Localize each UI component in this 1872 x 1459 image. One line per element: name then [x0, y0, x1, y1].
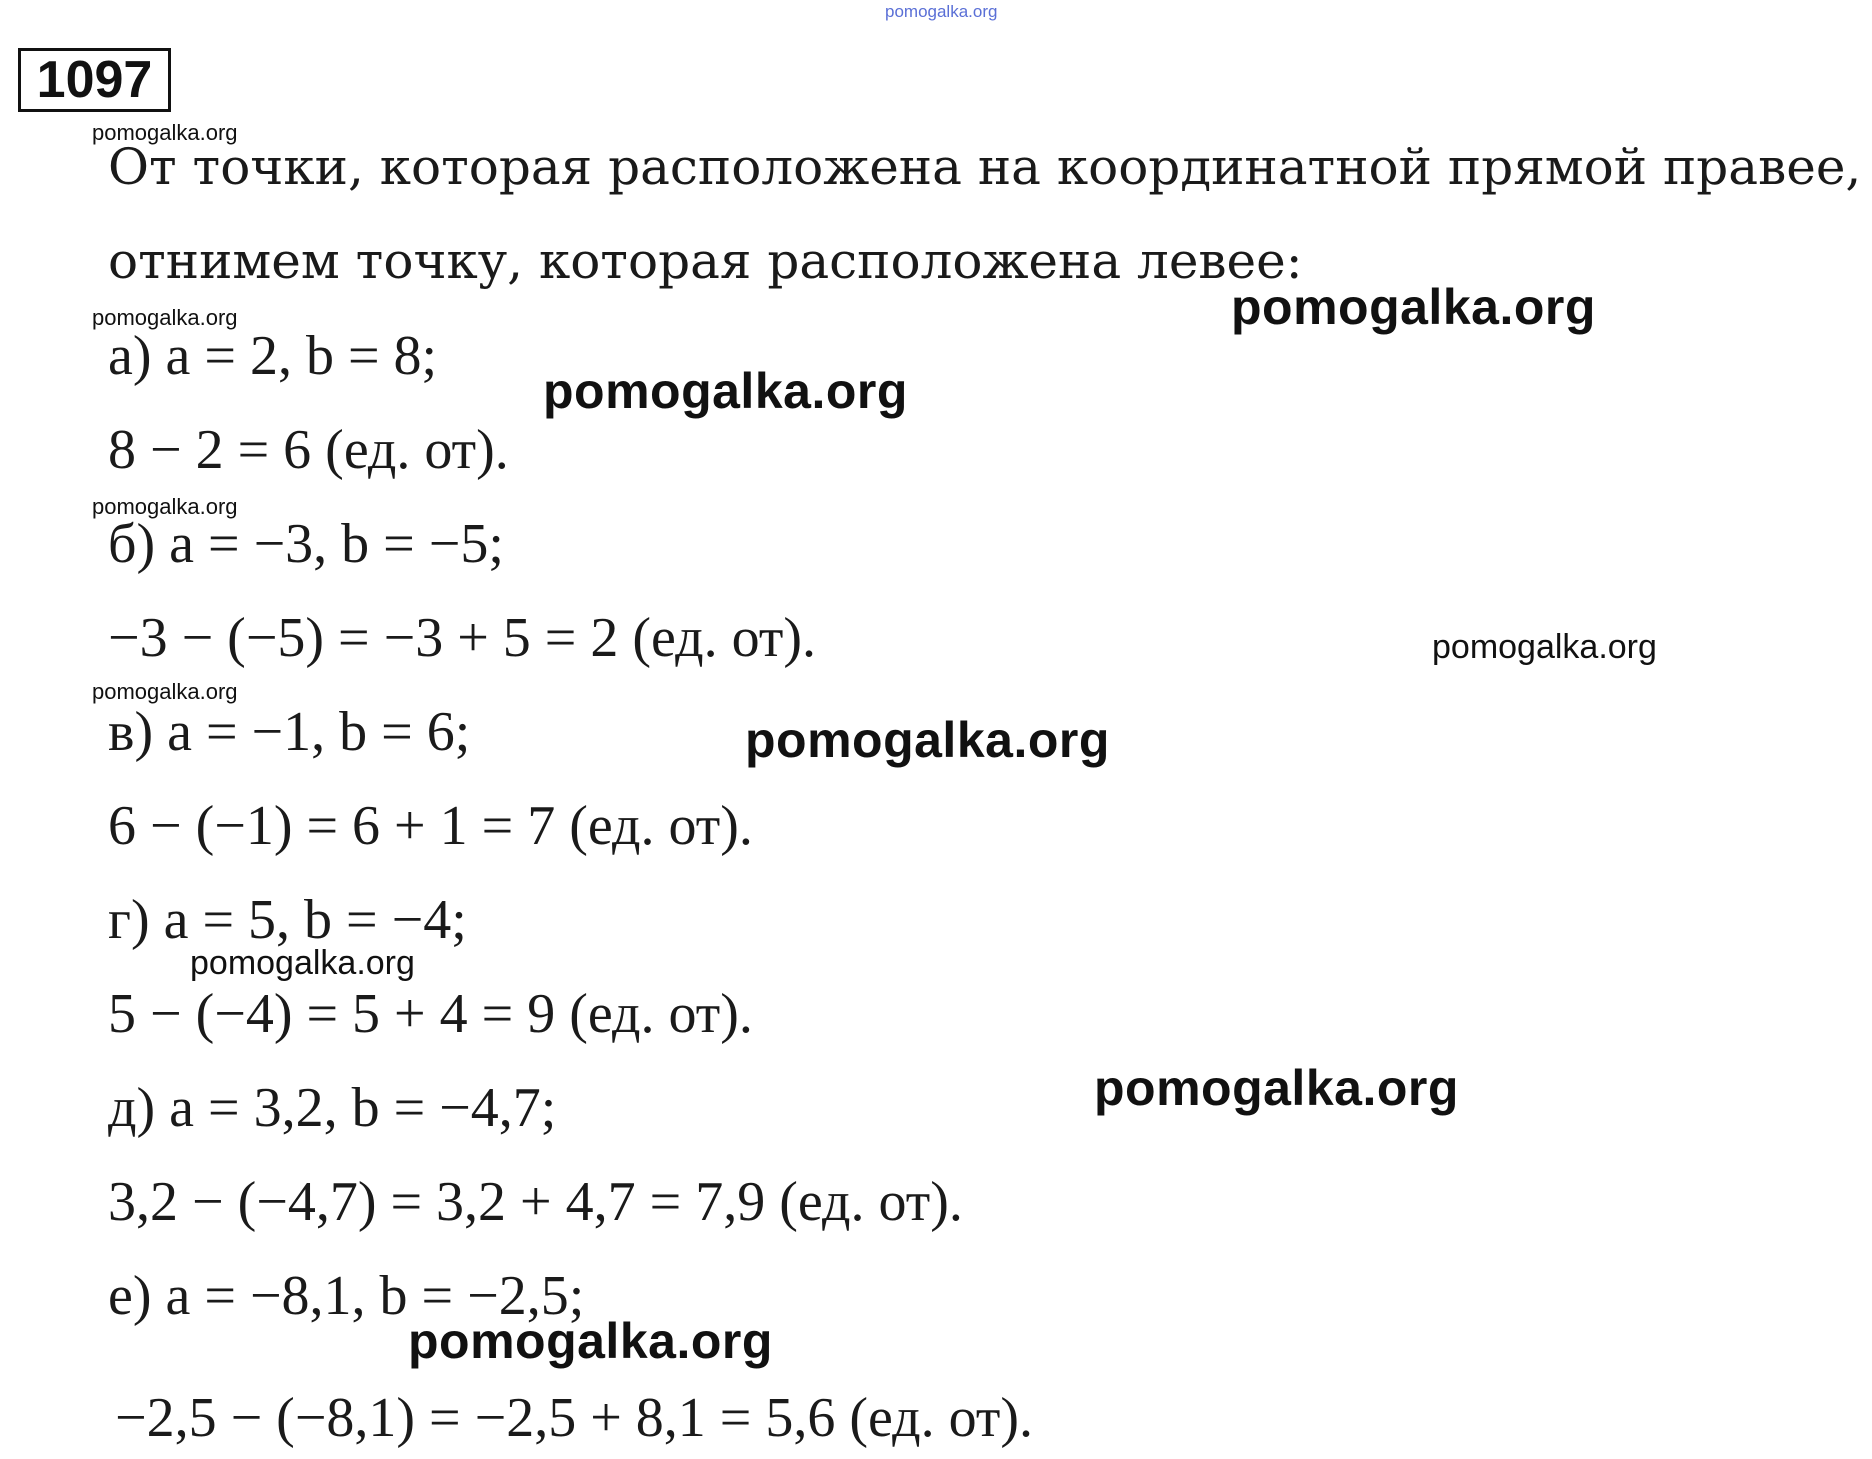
- watermark: pomogalka.org: [543, 363, 908, 419]
- watermark: pomogalka.org: [92, 305, 238, 330]
- solution-v: 6 − (−1) = 6 + 1 = 7 (ед. от).: [108, 795, 753, 857]
- solution-a: 8 − 2 = 6 (ед. от).: [108, 419, 509, 481]
- condition-a: а) a = 2, b = 8;: [108, 325, 438, 387]
- watermark: pomogalka.org: [1094, 1060, 1459, 1116]
- watermark: pomogalka.org: [745, 712, 1110, 768]
- watermark: pomogalka.org: [408, 1313, 773, 1369]
- condition-d: д) a = 3,2, b = −4,7;: [108, 1077, 557, 1139]
- condition-e: е) a = −8,1, b = −2,5;: [108, 1265, 585, 1327]
- watermark: pomogalka.org: [92, 494, 238, 519]
- solution-g: 5 − (−4) = 5 + 4 = 9 (ед. от).: [108, 983, 753, 1045]
- condition-v: в) a = −1, b = 6;: [108, 701, 471, 763]
- watermark: pomogalka.org: [1432, 628, 1657, 666]
- condition-b: б) a = −3, b = −5;: [108, 513, 504, 575]
- solution-d: 3,2 − (−4,7) = 3,2 + 4,7 = 7,9 (ед. от).: [108, 1171, 963, 1233]
- condition-g: г) a = 5, b = −4;: [108, 889, 467, 951]
- watermark: pomogalka.org: [190, 944, 415, 982]
- solution-e: −2,5 − (−8,1) = −2,5 + 8,1 = 5,6 (ед. от).: [115, 1387, 1034, 1449]
- watermark: pomogalka.org: [92, 120, 238, 145]
- intro-line-1: От точки, которая расположена на координатной прямой правее,: [108, 138, 1862, 196]
- site-mark-top: pomogalka.org: [885, 2, 998, 21]
- solution-b: −3 − (−5) = −3 + 5 = 2 (ед. от).: [108, 607, 817, 669]
- task-number-box: 1097: [18, 48, 171, 112]
- watermark: pomogalka.org: [92, 679, 238, 704]
- watermark: pomogalka.org: [1231, 279, 1596, 335]
- intro-line-2: отнимем точку, которая расположена левее:: [108, 232, 1303, 290]
